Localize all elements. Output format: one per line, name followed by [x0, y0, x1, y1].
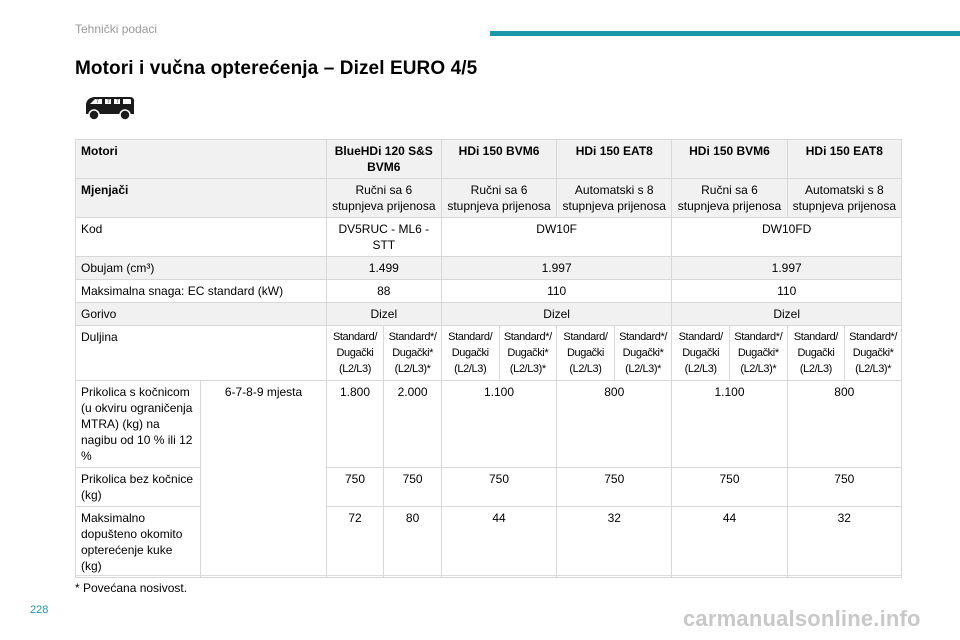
- table-row-prikolica-kocnica: [76, 381, 902, 468]
- table-cell: 32: [787, 507, 901, 578]
- table-cell: 44: [441, 507, 556, 578]
- table-cell: 800: [787, 381, 901, 468]
- table-cell: 1.100: [441, 381, 556, 468]
- table-cell: 44: [672, 507, 787, 578]
- table-cell: 1.800: [326, 381, 384, 468]
- table-cell: HDi 150 BVM6: [441, 140, 556, 179]
- table-cell: 110: [441, 280, 671, 303]
- header-section: Tehnički podaci: [75, 22, 158, 36]
- table-cell: Standard/ Dugački (L2/L3): [441, 326, 499, 381]
- table-cell: 750: [441, 468, 556, 507]
- table-cell: 800: [557, 381, 672, 468]
- table-cell: 1.997: [441, 257, 671, 280]
- table-cell: 750: [787, 468, 901, 507]
- table-cell: 88: [326, 280, 441, 303]
- table-cell: Automatski s 8 stupnjeva prijenosa: [557, 179, 672, 218]
- table-cell: Standard*/ Dugački* (L2/L3)*: [384, 326, 442, 381]
- row-label-obujam: Obujam (cm³): [76, 257, 327, 280]
- table-row-gorivo: [76, 303, 902, 326]
- row-label-duljina: Duljina: [76, 326, 327, 381]
- table-cell: Standard*/ Dugački* (L2/L3)*: [729, 326, 787, 381]
- table-cell: 750: [557, 468, 672, 507]
- table-cell: 1.499: [326, 257, 441, 280]
- row-label-gorivo: Gorivo: [76, 303, 327, 326]
- row-label-prikolica-kocnica: Prikolica s kočnicom (u okviru ograničenja MTRA) (kg) na nagibu od 10 % ili 12 %: [76, 381, 201, 468]
- row-label-motori: Motori: [76, 140, 327, 179]
- table-cell: BlueHDi 120 S&S BVM6: [326, 140, 441, 179]
- table-cell: Standard/ Dugački (L2/L3): [557, 326, 615, 381]
- row-label-prikolica-bez: Prikolica bez kočnice (kg): [76, 468, 201, 507]
- header-accent-bar: [490, 31, 960, 36]
- table-cell: Dizel: [672, 303, 902, 326]
- table-cell: 32: [557, 507, 672, 578]
- table-cell: Standard/ Dugački (L2/L3): [672, 326, 730, 381]
- row-label-snaga: Maksimalna snaga: EC standard (kW): [76, 280, 327, 303]
- table-cell: 1.100: [672, 381, 787, 468]
- table-cell: DW10FD: [672, 218, 902, 257]
- table-cell: Standard*/ Dugački* (L2/L3)*: [499, 326, 557, 381]
- table-cell: Standard*/ Dugački* (L2/L3)*: [845, 326, 902, 381]
- table-cell: HDi 150 EAT8: [557, 140, 672, 179]
- table-cell: 110: [672, 280, 902, 303]
- table-row-snaga: [76, 280, 902, 303]
- table-cell: Standard/ Dugački (L2/L3): [326, 326, 384, 381]
- table-row-motori: [76, 140, 902, 179]
- footnote-divider: [75, 575, 902, 576]
- table-row-duljina: [76, 326, 902, 381]
- table-cell: 750: [326, 468, 384, 507]
- table-cell: 750: [672, 468, 787, 507]
- row-label-mjenjaci: Mjenjači: [76, 179, 327, 218]
- table-cell: HDi 150 EAT8: [787, 140, 901, 179]
- table-cell: Ručni sa 6 stupnjeva prijenosa: [672, 179, 787, 218]
- table-cell: 2.000: [384, 381, 442, 468]
- table-cell: Ručni sa 6 stupnjeva prijenosa: [326, 179, 441, 218]
- table-cell: Standard/ Dugački (L2/L3): [787, 326, 845, 381]
- watermark: carmanualsonline.info: [683, 606, 921, 631]
- footnote: * Povećana nosivost.: [75, 581, 188, 595]
- svg-text:7: 7: [116, 99, 119, 105]
- table-cell: Dizel: [441, 303, 671, 326]
- table-cell: 72: [326, 507, 384, 578]
- table-row-opterecenje: [76, 507, 902, 578]
- seats-cell: 6-7-8-9 mjesta: [201, 381, 326, 578]
- table-cell: 750: [384, 468, 442, 507]
- svg-text:7: 7: [107, 99, 110, 105]
- table-cell: Dizel: [326, 303, 441, 326]
- table-cell: 80: [384, 507, 442, 578]
- table-cell: DV5RUC - ML6 - STT: [326, 218, 441, 257]
- table-row-prikolica-bez: [76, 468, 902, 507]
- row-label-kod: Kod: [76, 218, 327, 257]
- table-cell: Ručni sa 6 stupnjeva prijenosa: [441, 179, 556, 218]
- page-number: 228: [30, 604, 49, 616]
- table-row-kod: [76, 218, 902, 257]
- van-icon: [80, 92, 136, 124]
- table-cell: HDi 150 BVM6: [672, 140, 787, 179]
- table-row-mjenjaci: [76, 179, 902, 218]
- table-row-obujam: [76, 257, 902, 280]
- table-cell: 1.997: [672, 257, 902, 280]
- page-title: Motori i vučna opterećenja – Dizel EURO 4/5: [75, 58, 478, 79]
- table-cell: Standard*/ Dugački* (L2/L3)*: [614, 326, 672, 381]
- table-cell: Automatski s 8 stupnjeva prijenosa: [787, 179, 901, 218]
- row-label-opterecenje: Maksimalno dopušteno okomito opterećenje kuke (kg): [76, 507, 201, 578]
- svg-text:7: 7: [96, 99, 99, 105]
- engine-spec-table: [75, 139, 902, 578]
- table-cell: DW10F: [441, 218, 671, 257]
